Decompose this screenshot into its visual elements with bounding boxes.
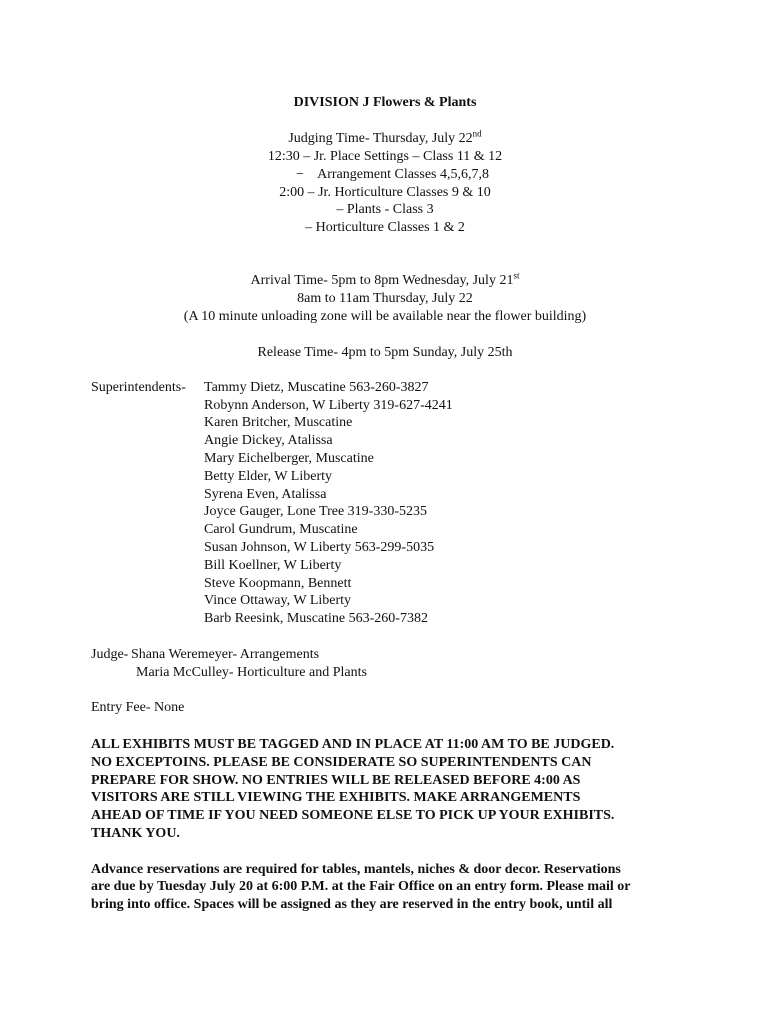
notice-line: PREPARE FOR SHOW. NO ENTRIES WILL BE RELEASED BEFORE 4:00 AS [91,773,581,788]
arrival-time-heading [0,272,770,290]
reservations-line: are due by Tuesday July 20 at 6:00 P.M. at the Fair Office on an entry form. Please mail or [91,879,631,894]
superintendent-name: Steve Koopmann, Bennett [204,576,352,591]
superintendent-name: Vince Ottaway, W Liberty [204,593,352,608]
superintendent-name: Karen Britcher, Muscatine [204,415,353,430]
superintendent-name: Betty Elder, W Liberty [204,469,333,484]
superintendent-name: Tammy Dietz, Muscatine 563-260-3827 [204,380,429,395]
reservations-line: Advance reservations are required for tables, mantels, niches & door decor. Reservations [91,862,621,877]
superintendent-name: Robynn Anderson, W Liberty 319-627-4241 [204,398,453,413]
superintendent-name: Barb Reesink, Muscatine 563-260-7382 [204,611,428,626]
arrival-time-suffix: st [513,270,520,281]
notice-line: ALL EXHIBITS MUST BE TAGGED AND IN PLACE AT 11:00 AM TO BE JUDGED. [91,737,615,752]
superintendent-name: Bill Koellner, W Liberty [204,558,342,573]
arrival-time-text: Arrival Time- 5pm to 8pm Wednesday, July 21 [250,273,514,288]
judging-line: 2:00 – Jr. Horticulture Classes 9 & 10 [279,185,491,200]
division-title: DIVISION J Flowers & Plants [293,95,477,110]
superintendent-name: Carol Gundrum, Muscatine [204,522,358,537]
notice-line: NO EXCEPTOINS. PLEASE BE CONSIDERATE SO SUPERINTENDENTS CAN [91,755,592,770]
judging-time-heading [0,130,770,148]
superintendent-name: Angie Dickey, Atalissa [204,433,333,448]
judge-name: Shana Weremeyer- Arrangements [131,647,320,662]
release-time: Release Time- 4pm to 5pm Sunday, July 25th [257,345,513,360]
superintendent-name: Joyce Gauger, Lone Tree 319-330-5235 [204,504,428,519]
judge-name: Maria McCulley- Horticulture and Plants [136,665,367,680]
notice-line: AHEAD OF TIME IF YOU NEED SOMEONE ELSE TO PICK UP YOUR EXHIBITS. [91,808,615,823]
unloading-zone-note: (A 10 minute unloading zone will be available near the flower building) [183,309,587,324]
superintendent-name: Syrena Even, Atalissa [204,487,327,502]
judging-line: – Plants - Class 3 [336,202,434,217]
superintendent-name: Susan Johnson, W Liberty 563-299-5035 [204,540,435,555]
reservations-line: bring into office. Spaces will be assigned as they are reserved in the entry book, until all [91,897,613,912]
judging-line: − Arrangement Classes 4,5,6,7,8 [296,167,489,182]
judging-line: – Horticulture Classes 1 & 2 [305,220,465,235]
superintendent-name: Mary Eichelberger, Muscatine [204,451,374,466]
judging-line: 12:30 – Jr. Place Settings – Class 11 & 12 [267,149,503,164]
notice-line: THANK YOU. [91,826,180,841]
judging-time-text: Judging Time- Thursday, July 22 [288,131,473,146]
entry-fee: Entry Fee- None [91,700,185,715]
notice-line: VISITORS ARE STILL VIEWING THE EXHIBITS. MAKE ARRANGEMENTS [91,790,581,805]
arrival-time-line: 8am to 11am Thursday, July 22 [297,291,473,306]
judging-time-suffix: nd [472,128,482,139]
superintendents-label: Superintendents- [91,380,186,395]
judge-label: Judge- [91,647,129,662]
